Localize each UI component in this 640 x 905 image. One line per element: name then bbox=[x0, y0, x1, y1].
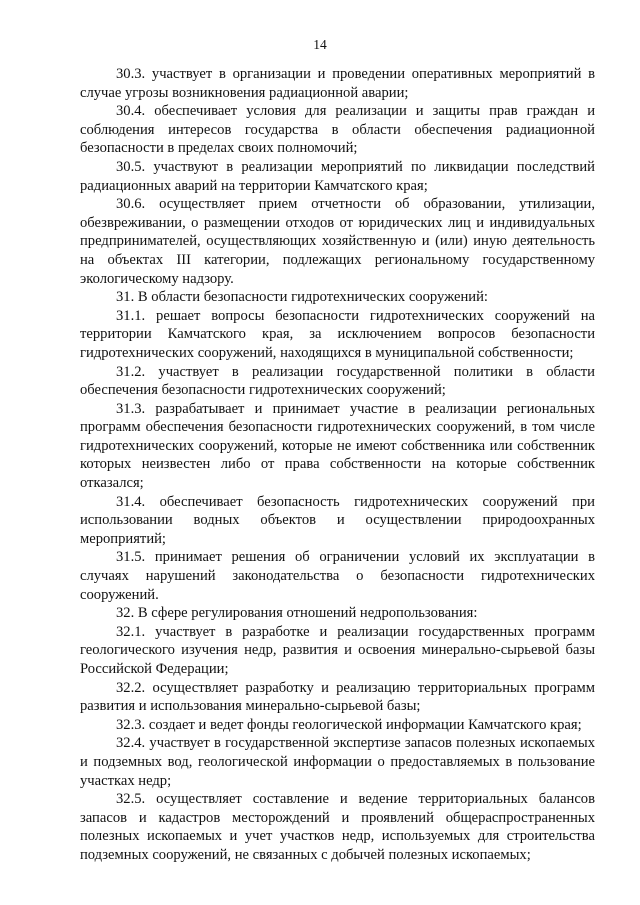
paragraph-31-4: 31.4. обеспечивает безопасность гидротехнических сооружений при использовании водных объектов и осуществлении природоохранных мероприятий; bbox=[80, 493, 595, 547]
paragraph-31-2: 31.2. участвует в реализации государственной политики в области обеспечения безопасности гидротехнических сооружений; bbox=[80, 363, 595, 399]
paragraph-30-5: 30.5. участвуют в реализации мероприятий по ликвидации последствий радиационных аварий на территории Камчатского края; bbox=[80, 158, 595, 194]
document-body bbox=[80, 65, 595, 865]
paragraph-32-2: 32.2. осуществляет разработку и реализацию территориальных программ развития и использования минерально-сырьевой базы; bbox=[80, 679, 595, 715]
paragraph-31-5: 31.5. принимает решения об ограничении условий их эксплуатации в случаях нарушений законодательства о безопасности гидротехнических сооружений. bbox=[80, 549, 595, 603]
paragraph-31-1: 31.1. решает вопросы безопасности гидротехнических сооружений на территории Камчатского края, за исключением вопросов безопасности гидротехнических сооружений, находящихся в муниципальной собственности; bbox=[80, 307, 595, 361]
section-heading-32: 32. В сфере регулирования отношений недропользования: bbox=[116, 605, 478, 622]
page-number: 14 bbox=[313, 37, 327, 52]
paragraph-32-5: 32.5. осуществляет составление и ведение территориальных балансов запасов и кадастров месторождений и проявлений общераспространенных полезных ископаемых и учет участков недр, используемых для строительства подземных сооружений, не связанных с добычей полезных ископаемых; bbox=[80, 791, 595, 863]
paragraph-30-4: 30.4. обеспечивает условия для реализации и защиты прав граждан и соблюдения интересов государства в области обеспечения радиационной безопасности в пределах своих полномочий; bbox=[80, 103, 595, 157]
paragraph-32-1: 32.1. участвует в разработке и реализации государственных программ геологического изучения недр, развития и освоения минерально-сырьевой базы Российской Федерации; bbox=[80, 623, 595, 677]
paragraph-32-4: 32.4. участвует в государственной экспертизе запасов полезных ископаемых и подземных вод, геологической информации о предоставляемых в пользование участках недр; bbox=[80, 735, 595, 789]
paragraph-30-6: 30.6. осуществляет прием отчетности об образовании, утилизации, обезвреживании, о размещении отходов от юридических лиц и индивидуальных предпринимателей, осуществляющих хозяйственную и (или) иную деятельность на объектах III категории, подлежащих региональному государственному экологическому надзору. bbox=[80, 196, 595, 287]
paragraph-30-3: 30.3. участвует в организации и проведении оперативных мероприятий в случае угрозы возникновения радиационной аварии; bbox=[80, 66, 595, 101]
section-heading-31: 31. В области безопасности гидротехнических сооружений: bbox=[116, 289, 488, 306]
paragraph-32-3: 32.3. создает и ведет фонды геологической информации Камчатского края; bbox=[116, 716, 582, 733]
paragraph-31-3: 31.3. разрабатывает и принимает участие в реализации региональных программ обеспечения безопасности гидротехнических сооружений, в том числе гидротехнических сооружений, которые не имеют собственника или собственник которых неизвестен либо от права собственности на которые собственник отказался; bbox=[80, 400, 595, 492]
